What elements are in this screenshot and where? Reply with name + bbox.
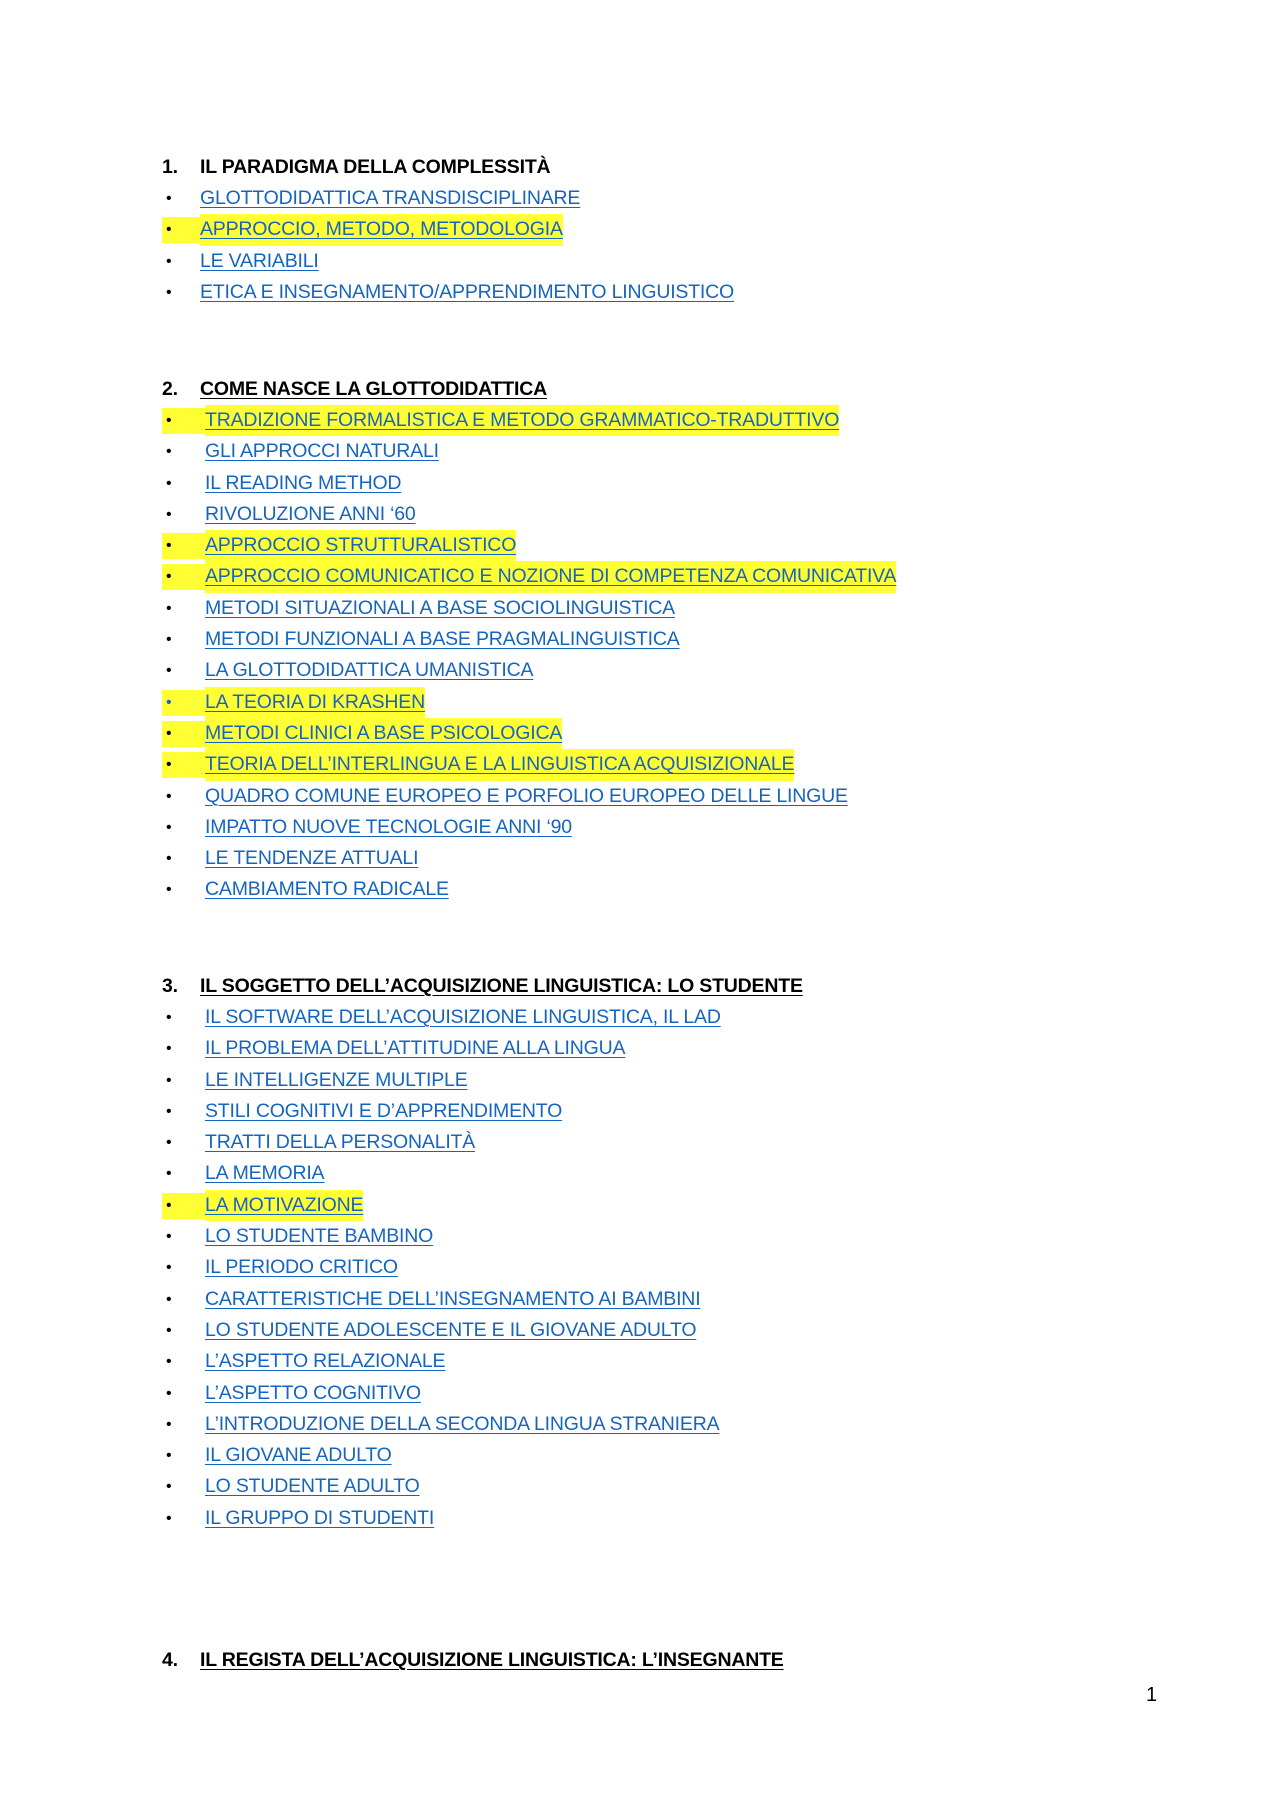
toc-link[interactable]: IMPATTO NUOVE TECNOLOGIE ANNI ‘90 bbox=[205, 815, 572, 838]
list-item bbox=[162, 624, 1162, 655]
bullet-icon: • bbox=[166, 756, 172, 774]
bullet-icon: • bbox=[166, 1134, 172, 1152]
list-item bbox=[162, 277, 1162, 308]
bullet-icon: • bbox=[166, 1290, 172, 1308]
section-4 bbox=[162, 1645, 1162, 1676]
bullet-icon: • bbox=[166, 1384, 172, 1402]
list-item bbox=[162, 1158, 1162, 1189]
bullet-icon: • bbox=[166, 881, 172, 899]
toc-link[interactable]: GLI APPROCCI NATURALI bbox=[205, 440, 439, 463]
list-item bbox=[162, 1284, 1162, 1315]
bullet-icon: • bbox=[166, 474, 172, 492]
list-item bbox=[162, 468, 1162, 499]
list-item bbox=[162, 1096, 1162, 1127]
bullet-icon: • bbox=[166, 599, 172, 617]
list-item bbox=[162, 781, 1162, 812]
section-title: IL SOGGETTO DELL’ACQUISIZIONE LINGUISTICA: LO STUDENTE bbox=[200, 975, 803, 997]
bullet-icon: • bbox=[166, 1165, 172, 1183]
list-item bbox=[162, 687, 1162, 718]
list-item bbox=[162, 1252, 1162, 1283]
toc-link[interactable]: QUADRO COMUNE EUROPEO E PORFOLIO EUROPEO DELLE LINGUE bbox=[205, 784, 848, 807]
toc-link[interactable]: TRADIZIONE FORMALISTICA E METODO GRAMMATICO-TRADUTTIVO bbox=[205, 405, 839, 436]
toc-link[interactable]: METODI CLINICI A BASE PSICOLOGICA bbox=[205, 718, 562, 749]
list-item bbox=[162, 749, 1162, 780]
toc-link[interactable]: LA GLOTTODIDATTICA UMANISTICA bbox=[205, 659, 534, 682]
list-item bbox=[162, 405, 1162, 436]
bullet-icon: • bbox=[166, 221, 172, 239]
toc-link[interactable]: STILI COGNITIVI E D’APPRENDIMENTO bbox=[205, 1099, 563, 1122]
section-3 bbox=[162, 971, 1162, 1534]
bullet-icon: • bbox=[166, 1228, 172, 1246]
toc-link[interactable]: LE TENDENZE ATTUALI bbox=[205, 847, 419, 870]
section-number: 2. bbox=[162, 378, 178, 400]
list-item bbox=[162, 812, 1162, 843]
bullet-icon: • bbox=[166, 1009, 172, 1026]
toc-link[interactable]: TRATTI DELLA PERSONALITÀ bbox=[205, 1131, 476, 1154]
list-item bbox=[162, 1190, 1162, 1221]
toc-link[interactable]: IL READING METHOD bbox=[205, 471, 402, 494]
bullet-icon: • bbox=[166, 850, 172, 868]
bullet-icon: • bbox=[166, 252, 172, 270]
toc-link[interactable]: GLOTTODIDATTICA TRANSDISCIPLINARE bbox=[200, 187, 581, 209]
toc-link[interactable]: METODI SITUAZIONALI A BASE SOCIOLINGUISTICA bbox=[205, 596, 675, 619]
list-item bbox=[162, 1002, 1162, 1033]
section-heading bbox=[162, 374, 1162, 405]
list-item bbox=[162, 499, 1162, 530]
section-title: IL PARADIGMA DELLA COMPLESSITÀ bbox=[200, 156, 551, 178]
bullet-icon: • bbox=[166, 1071, 172, 1089]
list-item bbox=[162, 1378, 1162, 1409]
toc-link[interactable]: CARATTERISTICHE DELL’INSEGNAMENTO AI BAMBINI bbox=[205, 1287, 701, 1310]
bullet-icon: • bbox=[166, 1353, 172, 1371]
list-item bbox=[162, 1033, 1162, 1064]
bullet-icon: • bbox=[166, 568, 172, 586]
list-item bbox=[162, 655, 1162, 686]
section-heading bbox=[162, 1645, 1162, 1676]
toc-link[interactable]: LO STUDENTE ADULTO bbox=[205, 1475, 420, 1498]
toc-link[interactable]: APPROCCIO COMUNICATICO E NOZIONE DI COMPETENZA COMUNICATIVA bbox=[205, 561, 896, 592]
section-1 bbox=[162, 152, 1162, 308]
toc-link[interactable]: IL PROBLEMA DELL’ATTITUDINE ALLA LINGUA bbox=[205, 1037, 626, 1060]
toc-link[interactable]: IL PERIODO CRITICO bbox=[205, 1256, 398, 1279]
bullet-icon: • bbox=[166, 283, 172, 301]
toc-link[interactable]: IL SOFTWARE DELL’ACQUISIZIONE LINGUISTICA, IL LAD bbox=[205, 1006, 721, 1028]
list-item bbox=[162, 1471, 1162, 1502]
list-item bbox=[162, 246, 1162, 277]
toc-link[interactable]: CAMBIAMENTO RADICALE bbox=[205, 878, 449, 901]
bullet-icon: • bbox=[166, 818, 172, 836]
bullet-icon: • bbox=[166, 1102, 172, 1120]
list-item bbox=[162, 214, 1162, 245]
toc-link[interactable]: APPROCCIO, METODO, METODOLOGIA bbox=[200, 214, 563, 245]
list-item bbox=[162, 593, 1162, 624]
list-item bbox=[162, 1221, 1162, 1252]
bullet-icon: • bbox=[166, 631, 172, 649]
bullet-icon: • bbox=[166, 1415, 172, 1433]
section-title: COME NASCE LA GLOTTODIDATTICA bbox=[200, 378, 547, 400]
toc-link[interactable]: L’INTRODUZIONE DELLA SECONDA LINGUA STRANIERA bbox=[205, 1412, 720, 1435]
bullet-icon: • bbox=[166, 443, 172, 461]
bullet-icon: • bbox=[166, 190, 172, 207]
bullet-icon: • bbox=[166, 787, 172, 805]
list-item bbox=[162, 1503, 1162, 1534]
toc-link[interactable]: IL GRUPPO DI STUDENTI bbox=[205, 1506, 435, 1529]
toc-link[interactable]: METODI FUNZIONALI A BASE PRAGMALINGUISTICA bbox=[205, 628, 680, 651]
bullet-icon: • bbox=[166, 1447, 172, 1465]
bullet-icon: • bbox=[166, 1040, 172, 1058]
toc-link[interactable]: LA MOTIVAZIONE bbox=[205, 1190, 363, 1221]
page-number: 1 bbox=[1146, 1684, 1158, 1706]
list-item bbox=[162, 1440, 1162, 1471]
list-item bbox=[162, 1315, 1162, 1346]
bullet-icon: • bbox=[166, 693, 172, 711]
list-item bbox=[162, 183, 1162, 214]
list-item bbox=[162, 1409, 1162, 1440]
list-item bbox=[162, 718, 1162, 749]
toc-link[interactable]: APPROCCIO STRUTTURALISTICO bbox=[205, 530, 516, 561]
toc-link[interactable]: RIVOLUZIONE ANNI ‘60 bbox=[205, 502, 416, 525]
bullet-icon: • bbox=[166, 537, 172, 555]
toc-link[interactable]: IL GIOVANE ADULTO bbox=[205, 1444, 392, 1467]
toc-link[interactable]: LE VARIABILI bbox=[200, 249, 319, 272]
toc-link[interactable]: LE INTELLIGENZE MULTIPLE bbox=[205, 1068, 468, 1091]
section-heading bbox=[162, 971, 1162, 1002]
list-item bbox=[162, 561, 1162, 592]
bullet-icon: • bbox=[166, 1321, 172, 1339]
section-title: IL REGISTA DELL’ACQUISIZIONE LINGUISTICA: L’INSEGNANTE bbox=[200, 1649, 784, 1671]
toc-link[interactable]: ETICA E INSEGNAMENTO/APPRENDIMENTO LINGUISTICO bbox=[200, 280, 735, 303]
toc-link[interactable]: LO STUDENTE BAMBINO bbox=[205, 1225, 434, 1248]
list-item bbox=[162, 1127, 1162, 1158]
section-number: 4. bbox=[162, 1649, 178, 1671]
bullet-icon: • bbox=[166, 1509, 172, 1527]
toc-link[interactable]: TEORIA DELL’INTERLINGUA E LA LINGUISTICA ACQUISIZIONALE bbox=[205, 749, 794, 780]
list-item bbox=[162, 530, 1162, 561]
toc-link[interactable]: LA TEORIA DI KRASHEN bbox=[205, 687, 425, 718]
bullet-icon: • bbox=[166, 505, 172, 523]
bullet-icon: • bbox=[166, 1259, 172, 1277]
toc-link[interactable]: L’ASPETTO COGNITIVO bbox=[205, 1381, 421, 1404]
section-number: 3. bbox=[162, 975, 178, 997]
list-item bbox=[162, 436, 1162, 467]
toc-link[interactable]: LA MEMORIA bbox=[205, 1162, 325, 1185]
toc-link[interactable]: L’ASPETTO RELAZIONALE bbox=[205, 1350, 446, 1373]
section-number: 1. bbox=[162, 156, 178, 178]
section-2 bbox=[162, 374, 1162, 906]
bullet-icon: • bbox=[166, 1478, 172, 1496]
list-item bbox=[162, 1346, 1162, 1377]
section-heading bbox=[162, 152, 1162, 183]
list-item bbox=[162, 874, 1162, 905]
toc-link[interactable]: LO STUDENTE ADOLESCENTE E IL GIOVANE ADULTO bbox=[205, 1318, 697, 1341]
bullet-icon: • bbox=[166, 662, 172, 680]
bullet-icon: • bbox=[166, 412, 172, 429]
list-item bbox=[162, 1065, 1162, 1096]
list-item bbox=[162, 843, 1162, 874]
bullet-icon: • bbox=[166, 724, 172, 742]
bullet-icon: • bbox=[166, 1196, 172, 1214]
